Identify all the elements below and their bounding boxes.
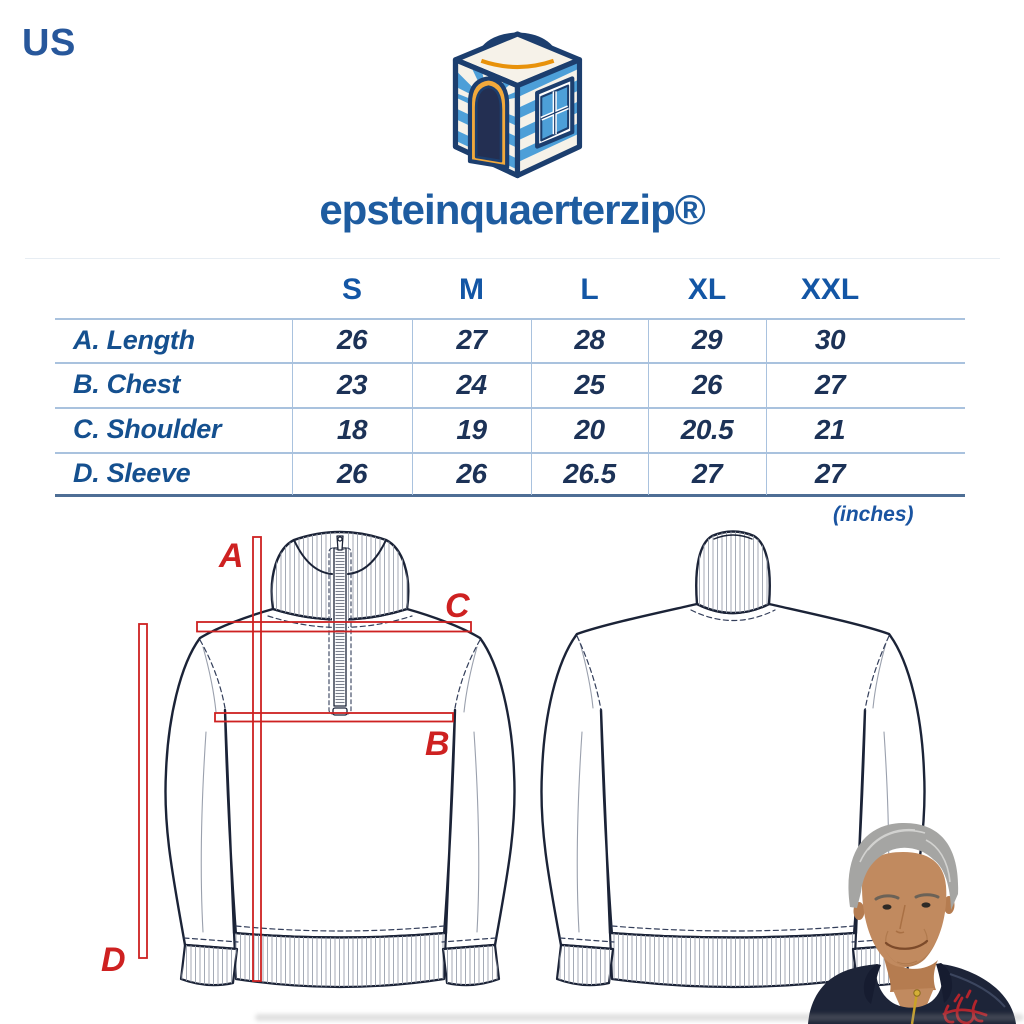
bottom-shadow xyxy=(255,1014,1024,1021)
table-value: 21 xyxy=(814,413,846,445)
column-header-xl: XL xyxy=(687,273,727,306)
marker-b: B xyxy=(425,725,450,763)
table-value: 20 xyxy=(574,413,605,445)
table-value: 27 xyxy=(814,457,846,489)
table-value: 20.5 xyxy=(680,413,734,445)
row-label-sleeve: D. Sleeve xyxy=(73,458,191,488)
garment-diagram xyxy=(0,512,1024,1024)
corner-cell xyxy=(55,262,292,318)
table-value: 25 xyxy=(574,368,605,400)
region-label: US xyxy=(22,22,76,64)
units-note: (inches) xyxy=(833,503,914,526)
table-value: 26 xyxy=(456,457,487,489)
table-value: 26 xyxy=(691,368,723,400)
table-value: 24 xyxy=(456,368,487,400)
table-value: 27 xyxy=(456,324,487,355)
row-label-shoulder: C. Shoulder xyxy=(73,414,222,444)
column-header-m: M xyxy=(459,273,484,306)
column-header-l: L xyxy=(580,273,599,306)
brand-name: epsteinquaerterzip® xyxy=(319,186,705,233)
marker-d: D xyxy=(101,941,126,979)
table-top-border xyxy=(25,258,1000,259)
table-value: 27 xyxy=(814,368,846,400)
table-value: 29 xyxy=(691,324,723,355)
column-header-xxl: XXL xyxy=(800,273,860,306)
right-eye xyxy=(922,902,931,907)
table-value: 19 xyxy=(456,413,487,445)
left-eye xyxy=(883,904,892,909)
marker-a: A xyxy=(219,537,244,575)
table-value: 23 xyxy=(336,368,368,400)
table-value: 27 xyxy=(691,457,723,489)
table-value: 26.5 xyxy=(563,457,616,489)
logo-door xyxy=(476,87,501,161)
size-chart xyxy=(55,262,894,495)
row-label-chest: B. Chest xyxy=(73,369,181,399)
marker-c: C xyxy=(445,587,470,625)
table-value: 18 xyxy=(336,413,368,445)
measure-line-d xyxy=(139,624,147,958)
jacket-zipper-pull-icon xyxy=(914,990,920,996)
column-header-s: S xyxy=(341,273,362,306)
brand-logo-house-icon xyxy=(440,14,595,180)
table-value: 26 xyxy=(336,324,368,355)
row-label-length: A. Length xyxy=(73,324,195,355)
table-value: 26 xyxy=(336,457,368,489)
table-value: 30 xyxy=(814,324,846,355)
table-value: 28 xyxy=(574,324,605,355)
